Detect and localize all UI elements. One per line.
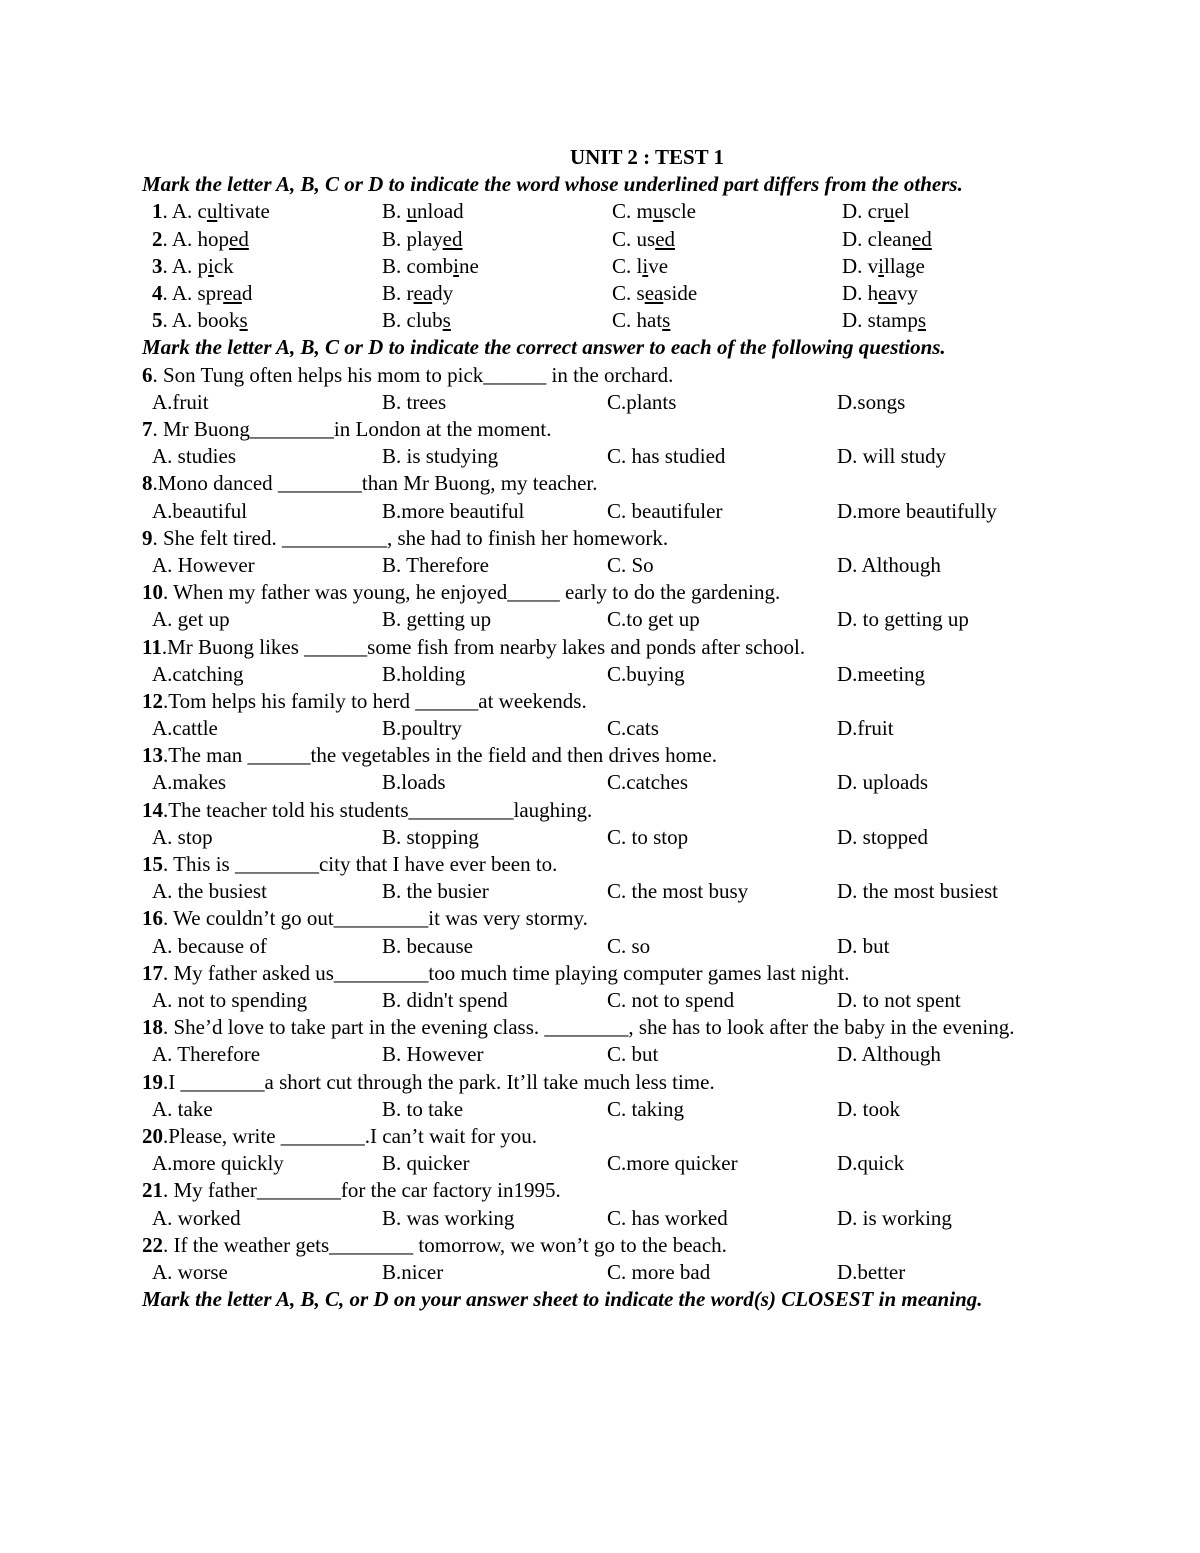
answer-option[interactable]: A.cattle xyxy=(152,716,218,741)
options-row xyxy=(142,878,1062,905)
option-text: ve xyxy=(648,253,669,278)
question-text: .Mr Buong likes ______some fish from nearby lakes and ponds after school. xyxy=(161,634,806,659)
answer-option[interactable] xyxy=(612,226,675,253)
answer-option[interactable]: B. was working xyxy=(382,1205,515,1230)
option-text: C. hat xyxy=(612,308,663,333)
answer-option[interactable] xyxy=(382,307,451,334)
question-stem xyxy=(142,797,1062,824)
answer-option[interactable]: B.holding xyxy=(382,661,466,686)
answer-option[interactable]: A. studies xyxy=(152,444,236,469)
question-number: 5 xyxy=(152,308,163,333)
answer-option[interactable]: A. get up xyxy=(152,607,230,632)
question-number: 2 xyxy=(152,226,163,251)
underlined-part: ea xyxy=(644,280,664,305)
question-stem xyxy=(142,362,1062,389)
answer-option[interactable]: B. Therefore xyxy=(382,552,489,577)
answer-option[interactable]: C. to stop xyxy=(607,824,689,849)
answer-option[interactable]: A.beautiful xyxy=(152,498,248,523)
answer-option[interactable]: D. uploads xyxy=(837,770,928,795)
option-text: vy xyxy=(896,280,918,305)
options-row xyxy=(142,389,1062,416)
option-text: B. club xyxy=(382,308,443,333)
question-stem xyxy=(142,1069,1062,1096)
answer-option[interactable]: D. Although xyxy=(837,552,941,577)
answer-option[interactable]: A.makes xyxy=(152,770,227,795)
question-row xyxy=(142,280,1062,307)
answer-option[interactable]: A. not to spending xyxy=(152,988,308,1013)
question-text: . If the weather gets________ tomorrow, we won’t go to the beach. xyxy=(163,1232,727,1257)
options-row xyxy=(142,498,1062,525)
answer-option[interactable]: D. but xyxy=(837,933,890,958)
question-stem xyxy=(142,1014,1062,1041)
underlined-part: ea xyxy=(878,280,897,305)
question-number: 17 xyxy=(142,960,163,985)
question-number: 14 xyxy=(142,797,163,822)
option-text: A. hop xyxy=(171,226,230,251)
option-text: nload xyxy=(417,199,464,224)
question-number: 19 xyxy=(142,1069,163,1094)
answer-option[interactable]: D.better xyxy=(837,1260,906,1284)
option-text: D. v xyxy=(842,253,879,278)
answer-option[interactable]: 4. A. spread xyxy=(152,280,253,305)
question-text: . When my father was young, he enjoyed_____ early to do the gardening. xyxy=(163,580,781,605)
question-row xyxy=(142,253,1062,280)
answer-option[interactable]: B. getting up xyxy=(382,607,492,632)
options-row xyxy=(142,1259,1062,1286)
answer-option[interactable] xyxy=(382,198,464,225)
answer-option[interactable]: B.nicer xyxy=(382,1260,444,1284)
question-text: . Son Tung often helps his mom to pick______ in the orchard. xyxy=(152,362,674,387)
option-text: el xyxy=(894,199,910,224)
question-stem xyxy=(142,416,1062,443)
options-row xyxy=(142,933,1062,960)
answer-option[interactable] xyxy=(382,253,479,280)
answer-option[interactable]: B. to take xyxy=(382,1096,464,1121)
question-text: .The man ______the vegetables in the field and then drives home. xyxy=(163,743,718,768)
question-text: . We couldn’t go out_________it was very stormy. xyxy=(163,906,588,931)
answer-option[interactable]: B. quicker xyxy=(382,1151,470,1176)
question-text: . This is ________city that I have ever been to. xyxy=(163,852,558,877)
pronunciation-list xyxy=(142,198,1062,334)
option-text: A. book xyxy=(171,308,240,333)
answer-option[interactable]: 2. A. hoped xyxy=(152,226,249,251)
answer-option[interactable]: D.more beautifully xyxy=(837,498,997,523)
answer-option[interactable]: C. taking xyxy=(607,1096,684,1121)
question-number: 11 xyxy=(142,634,162,659)
options-row xyxy=(142,1150,1062,1177)
answer-option[interactable]: A. worse xyxy=(152,1260,228,1284)
answer-option[interactable]: B. trees xyxy=(382,389,447,414)
options-row xyxy=(142,443,1062,470)
question-number: 3 xyxy=(152,253,163,278)
answer-option[interactable]: 5. A. books xyxy=(152,308,248,333)
options-row xyxy=(142,661,1062,688)
option-text: C. s xyxy=(612,280,645,305)
answer-option[interactable] xyxy=(842,198,910,225)
answer-option[interactable] xyxy=(382,226,463,253)
answer-option[interactable]: 3. A. pick xyxy=(152,253,234,278)
answer-option[interactable]: C.catches xyxy=(607,770,689,795)
options-row xyxy=(142,1096,1062,1123)
underlined-part: i xyxy=(453,253,460,278)
question-stem xyxy=(142,742,1062,769)
option-text: D. stamp xyxy=(842,308,918,333)
option-text: B. play xyxy=(382,226,443,251)
answer-option[interactable]: B. However xyxy=(382,1042,484,1067)
option-text: B. comb xyxy=(382,253,454,278)
question-stem xyxy=(142,960,1062,987)
option-text: ne xyxy=(459,253,479,278)
question-number: 4 xyxy=(152,280,163,305)
answer-option[interactable]: D. will study xyxy=(837,444,947,469)
option-text: D. h xyxy=(842,280,879,305)
answer-option[interactable]: C. has studied xyxy=(607,444,726,469)
answer-option[interactable]: D. to getting up xyxy=(837,607,969,632)
answer-option[interactable]: A.fruit xyxy=(152,389,209,414)
question-number: 8 xyxy=(142,471,153,496)
answer-option[interactable] xyxy=(612,307,670,334)
question-stem xyxy=(142,905,1062,932)
answer-option[interactable] xyxy=(382,280,453,307)
question-row xyxy=(142,226,1062,253)
question-text: . Mr Buong________in London at the moment. xyxy=(152,416,552,441)
answer-option[interactable]: C.cats xyxy=(607,716,659,741)
answer-option[interactable]: A. worked xyxy=(152,1205,241,1230)
answer-option[interactable]: A. because of xyxy=(152,933,267,958)
underlined-part: i xyxy=(642,253,649,278)
question-text: .Mono danced ________than Mr Buong, my teacher. xyxy=(152,471,598,496)
underlined-part: ed xyxy=(229,226,249,251)
answer-option[interactable]: B. is studying xyxy=(382,444,499,469)
answer-option[interactable] xyxy=(842,253,925,280)
underlined-part: ed xyxy=(911,226,932,251)
option-text: side xyxy=(663,280,698,305)
options-row xyxy=(142,769,1062,796)
answer-option[interactable]: C. so xyxy=(607,933,651,958)
answer-option[interactable]: D.meeting xyxy=(837,661,926,686)
question-text: . She’d love to take part in the evening class. ________, she has to look after the baby in the evening. xyxy=(163,1015,1015,1040)
question-text: .I ________a short cut through the park. It’ll take much less time. xyxy=(163,1069,715,1094)
question-number: 7 xyxy=(142,416,153,441)
underlined-part: u xyxy=(406,199,418,224)
option-text: B. xyxy=(382,199,407,224)
answer-option[interactable] xyxy=(612,198,696,225)
answer-option[interactable]: C.buying xyxy=(607,661,685,686)
answer-option[interactable]: A.catching xyxy=(152,661,244,686)
option-text: A. c xyxy=(171,199,207,224)
answer-option[interactable]: C. has worked xyxy=(607,1205,728,1230)
question-number: 21 xyxy=(142,1178,163,1203)
question-number: 15 xyxy=(142,852,163,877)
question-text: .Tom helps his family to herd ______at weekends. xyxy=(163,688,587,713)
question-text: . My father asked us_________too much time playing computer games last night. xyxy=(163,960,850,985)
answer-option[interactable]: B.poultry xyxy=(382,716,462,741)
question-number: 12 xyxy=(142,688,163,713)
options-row xyxy=(142,1205,1062,1232)
underlined-part: i xyxy=(878,253,885,278)
answer-option[interactable]: A. the busiest xyxy=(152,879,267,904)
underlined-part: s xyxy=(442,308,451,333)
document-page xyxy=(142,144,1062,1313)
answer-option[interactable]: B. stopping xyxy=(382,824,479,849)
answer-option[interactable]: A. However xyxy=(152,552,255,577)
question-number: 13 xyxy=(142,743,163,768)
page-title: UNIT 2 : TEST 1 xyxy=(569,145,725,169)
underlined-part: s xyxy=(917,308,927,333)
answer-option[interactable]: D. Although xyxy=(837,1042,941,1067)
answer-option[interactable]: D. took xyxy=(837,1096,900,1121)
answer-option[interactable]: C.to get up xyxy=(607,607,700,632)
question-number: 10 xyxy=(142,580,163,605)
option-text: A. spr xyxy=(171,280,224,305)
option-text: A. p xyxy=(171,253,209,278)
option-text: ltivate xyxy=(217,199,270,224)
option-text: scle xyxy=(663,199,696,224)
answer-option[interactable]: A. take xyxy=(152,1096,213,1121)
question-number: 1 xyxy=(152,199,163,224)
option-text: C. m xyxy=(612,199,653,224)
question-stem xyxy=(142,634,1062,661)
answer-option[interactable]: C.more quicker xyxy=(607,1151,738,1176)
question-text: .The teacher told his students__________laughing. xyxy=(163,797,593,822)
answer-option[interactable]: A. stop xyxy=(152,824,213,849)
answer-option[interactable]: C. more bad xyxy=(607,1260,711,1284)
option-text: C. us xyxy=(612,226,656,251)
closest-instruction: Mark the letter A, B, C, or D on your answer sheet to indicate the word(s) CLOSEST in meaning. xyxy=(142,1287,983,1312)
answer-option[interactable]: A. Therefore xyxy=(152,1042,261,1067)
answer-option[interactable] xyxy=(842,226,932,253)
question-number: 6 xyxy=(142,362,153,387)
option-text: D. cr xyxy=(842,199,884,224)
pronunciation-instruction: Mark the letter A, B, C or D to indicate the word whose underlined part differs from the others. xyxy=(142,172,963,197)
options-row xyxy=(142,715,1062,742)
answer-option[interactable]: C. not to spend xyxy=(607,988,735,1013)
underlined-part: u xyxy=(206,199,218,224)
question-text: .Please, write ________.I can’t wait for you. xyxy=(163,1124,538,1149)
answer-option[interactable] xyxy=(612,280,697,307)
question-number: 9 xyxy=(142,525,153,550)
question-row xyxy=(142,198,1062,225)
answer-option[interactable]: C. the most busy xyxy=(607,879,749,904)
question-stem xyxy=(142,1123,1062,1150)
options-row xyxy=(142,1041,1062,1068)
answer-option[interactable]: B. the busier xyxy=(382,879,489,904)
question-number: 16 xyxy=(142,906,163,931)
question-row xyxy=(142,307,1062,334)
answer-option[interactable]: D. is working xyxy=(837,1205,952,1230)
option-text: C. l xyxy=(612,253,643,278)
underlined-part: ea xyxy=(223,280,242,305)
underlined-part: ea xyxy=(413,280,433,305)
answer-option[interactable]: B. didn't spend xyxy=(382,988,508,1013)
question-stem xyxy=(142,1232,1062,1259)
question-stem xyxy=(142,851,1062,878)
answer-option[interactable]: D. to not spent xyxy=(837,988,961,1013)
question-text: . She felt tired. __________, she had to finish her homework. xyxy=(152,525,669,550)
answer-option[interactable]: B.more beautiful xyxy=(382,498,525,523)
question-stem xyxy=(142,470,1062,497)
underlined-part: ed xyxy=(655,226,676,251)
answer-option[interactable] xyxy=(842,280,918,307)
answer-option[interactable]: A.more quickly xyxy=(152,1151,284,1176)
answer-option[interactable]: C. but xyxy=(607,1042,659,1067)
answer-option[interactable]: D. the most busiest xyxy=(837,879,998,904)
underlined-part: s xyxy=(239,308,248,333)
options-row xyxy=(142,606,1062,633)
underlined-part: u xyxy=(883,199,895,224)
option-text: dy xyxy=(432,280,454,305)
question-stem xyxy=(142,579,1062,606)
question-stem xyxy=(142,525,1062,552)
answer-option[interactable]: 1. A. cultivate xyxy=(152,199,270,224)
answer-option[interactable] xyxy=(612,253,668,280)
underlined-part: s xyxy=(662,308,671,333)
underlined-part: ed xyxy=(442,226,463,251)
options-row xyxy=(142,824,1062,851)
answer-option[interactable]: B. because xyxy=(382,933,473,958)
answer-option[interactable]: B.loads xyxy=(382,770,446,795)
answer-option[interactable]: C. So xyxy=(607,552,654,577)
answer-option[interactable]: C.plants xyxy=(607,389,677,414)
options-row xyxy=(142,987,1062,1014)
question-stem xyxy=(142,688,1062,715)
grammar-instruction: Mark the letter A, B, C or D to indicate the correct answer to each of the following questions. xyxy=(142,335,946,360)
question-number: 22 xyxy=(142,1232,163,1257)
underlined-part: u xyxy=(652,199,664,224)
options-row xyxy=(142,552,1062,579)
option-text: D. clean xyxy=(842,226,912,251)
answer-option[interactable] xyxy=(842,307,926,334)
option-text: d xyxy=(241,280,253,305)
answer-option[interactable]: C. beautifuler xyxy=(607,498,723,523)
option-text: llage xyxy=(884,253,925,278)
question-text: . My father________for the car factory in1995. xyxy=(163,1178,561,1203)
question-stem xyxy=(142,1177,1062,1204)
answer-option[interactable]: D.fruit xyxy=(837,716,894,741)
answer-option[interactable]: D. stopped xyxy=(837,824,928,849)
underlined-part: i xyxy=(208,253,214,278)
grammar-list xyxy=(142,362,1062,1287)
answer-option[interactable]: D.quick xyxy=(837,1151,905,1176)
option-text: B. r xyxy=(382,280,414,305)
question-number: 20 xyxy=(142,1124,163,1149)
option-text: ck xyxy=(213,253,234,278)
answer-option[interactable]: D.songs xyxy=(837,389,906,414)
question-number: 18 xyxy=(142,1015,163,1040)
